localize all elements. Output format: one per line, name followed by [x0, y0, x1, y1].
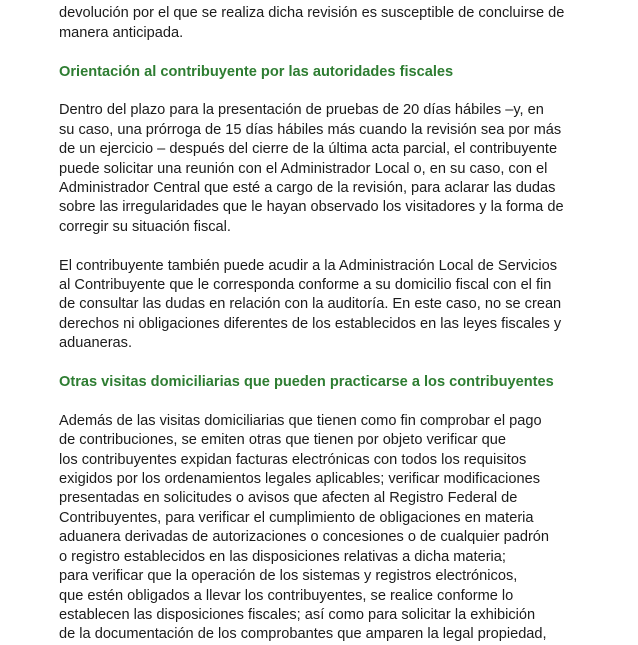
text-line: Administrador Central que esté a cargo de la revisión, para aclarar las dudas [59, 180, 556, 197]
text-line: para verificar que la operación de los sistemas y registros electrónicos, [59, 568, 518, 585]
text-line: derechos ni obligaciones diferentes de los establecidos en las leyes fiscales y [59, 315, 562, 332]
text-line: puede solicitar una reunión con el Administrador Local o, en su caso, con el [59, 160, 548, 177]
intro-paragraph [59, 4, 584, 43]
text-line: corregir su situación fiscal. [59, 218, 231, 235]
text-line: El contribuyente también puede acudir a la Administración Local de Servicios [59, 257, 558, 274]
text-line: exigidos por los ordenamientos legales aplicables; verificar modificaciones [59, 471, 541, 488]
text-line: presentadas en solicitudes o avisos que afecten al Registro Federal de [59, 490, 518, 507]
text-line: aduaneras. [59, 335, 133, 352]
text-line: manera anticipada. [59, 24, 184, 41]
text-line: al Contribuyente que le corresponda conforme a su domicilio fiscal con el fin [59, 277, 552, 294]
text-line: de consultar las dudas en relación con la auditoría. En este caso, no se crean [59, 296, 562, 313]
text-line: que estén obligados a llevar los contribuyentes, se realice conforme lo [59, 587, 514, 604]
orientacion-paragraph-1 [59, 101, 584, 237]
section-heading-orientacion: Orientación al contribuyente por las autoridades fiscales [59, 63, 454, 80]
text-line: Además de las visitas domiciliarias que tienen como fin comprobar el pago [59, 412, 542, 429]
text-line: Dentro del plazo para la presentación de pruebas de 20 días hábiles –y, en [59, 102, 544, 119]
text-line: de un ejercicio – después del cierre de la última acta parcial, el contribuyente [59, 141, 558, 158]
text-line: devolución por el que se realiza dicha revisión es susceptible de concluirse de [59, 5, 565, 22]
text-line: los contribuyentes expidan facturas electrónicas con todos los requisitos [59, 451, 527, 468]
text-line: su caso, una prórroga de 15 días hábiles más cuando la revisión sea por más [59, 121, 562, 138]
text-line: de contribuciones, se emiten otras que tienen por objeto verificar que [59, 432, 506, 449]
text-line: de la documentación de los comprobantes que amparen la legal propiedad, [59, 626, 547, 643]
text-line: Contribuyentes, para verificar el cumplimiento de obligaciones en materia [59, 509, 534, 526]
text-line: sobre las irregularidades que le hayan observado los visitadores y la forma de [59, 199, 564, 216]
otras-visitas-paragraph-1 [59, 412, 584, 645]
text-line: establecen las disposiciones fiscales; así como para solicitar la exhibición [59, 606, 536, 623]
section-heading-otras-visitas: Otras visitas domiciliarias que pueden practicarse a los contribuyentes [59, 374, 554, 391]
text-line: aduanera derivadas de autorizaciones o concesiones o de cualquier padrón [59, 529, 550, 546]
text-line: o registro establecidos en las disposiciones relativas a dicha materia; [59, 548, 506, 565]
document-page [59, 0, 584, 645]
orientacion-paragraph-2 [59, 257, 584, 354]
